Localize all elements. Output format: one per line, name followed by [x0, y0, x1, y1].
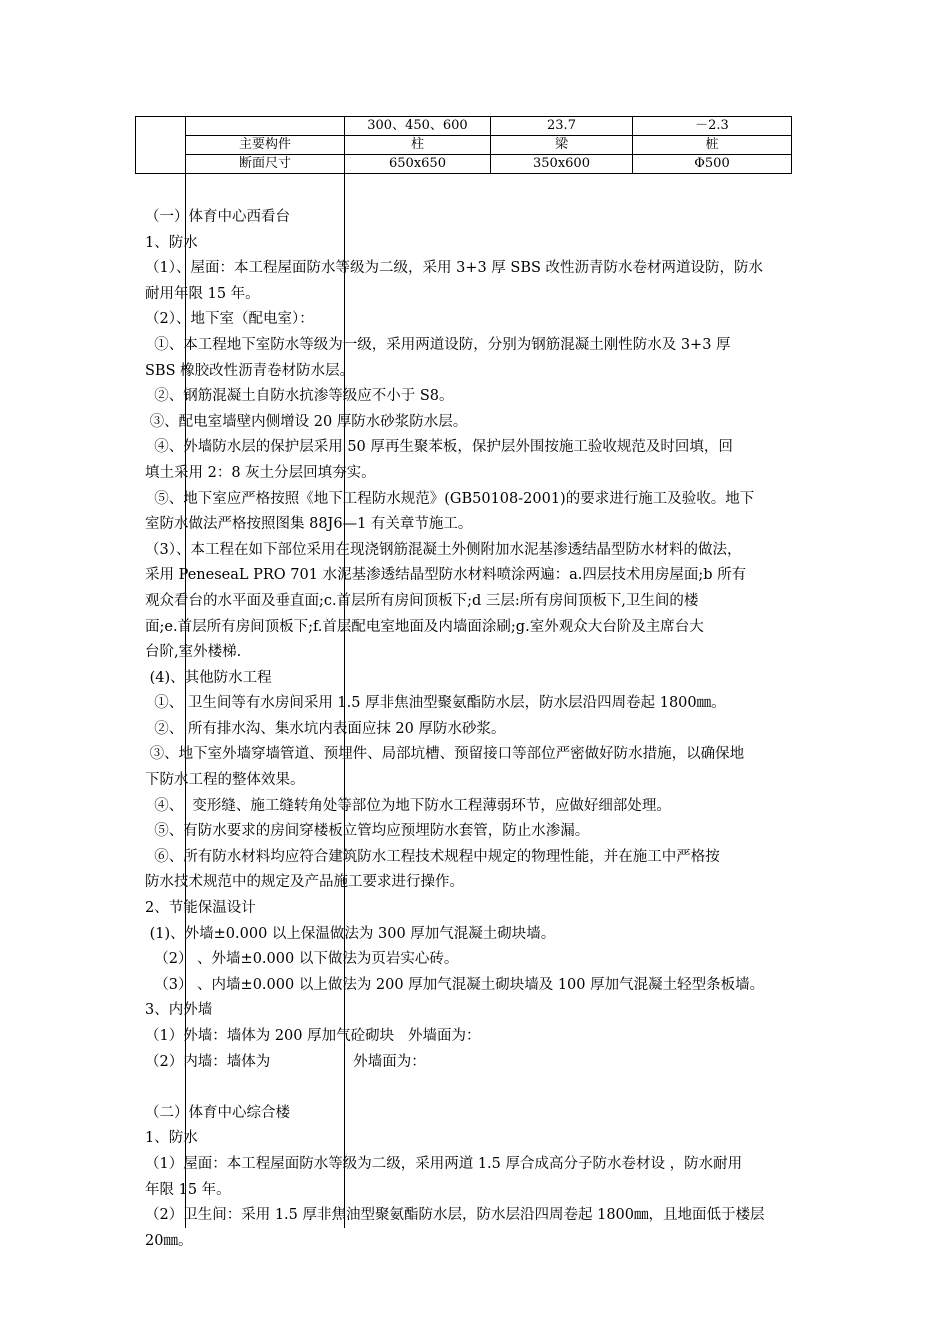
text-line: 采用 PeneseaL PRO 701 水泥基渗透结晶型防水材料喷涂两遍：a.四层技术用房屋面;b 所有	[145, 567, 747, 584]
table-cell: 23.7	[491, 117, 633, 136]
text-line: ②、钢筋混凝土自防水抗渗等级应不小于 S8。	[145, 388, 454, 405]
table-cell: 650x650	[345, 155, 491, 174]
table-cell: 350x600	[491, 155, 633, 174]
table-cell: 主要构件	[186, 136, 345, 155]
section-west-stand	[145, 205, 810, 1075]
table-row	[136, 117, 792, 136]
text-line: ⑤、地下室应严格按照《地下工程防水规范》(GB50108-2001)的要求进行施工及验收。地下	[145, 490, 755, 507]
text-line: (4)、其他防水工程	[145, 669, 272, 686]
text-line: 年限 15 年。	[145, 1181, 231, 1198]
section-size-table	[135, 116, 792, 174]
table-cell: 300、450、600	[345, 117, 491, 136]
table-cell: 断面尺寸	[186, 155, 345, 174]
text-line: ③、配电室墙壁内侧增设 20 厚防水砂浆防水层。	[145, 413, 468, 430]
text-line: 防水技术规范中的规定及产品施工要求进行操作。	[145, 874, 464, 891]
table-row	[136, 155, 792, 174]
text-line: 填土采用 2：8 灰土分层回填夯实。	[145, 464, 376, 481]
text-line: （2）卫生间：采用 1.5 厚非焦油型聚氨酯防水层，防水层沿四周卷起 1800㎜，且地面低于楼层	[145, 1207, 765, 1224]
text-line: （3） 、内墙±0.000 以上做法为 200 厚加气混凝土砌块墙及 100 厚加气混凝土轻型条板墙。	[145, 976, 765, 993]
text-line: 面;e.首层所有房间顶板下;f.首层配电室地面及内墙面涂刷;g.室外观众大台阶及主席台大	[145, 618, 704, 635]
text-line: 20㎜。	[145, 1232, 193, 1249]
text-line: 耐用年限 15 年。	[145, 285, 260, 302]
table-cell: 柱	[345, 136, 491, 155]
section-complex-building	[145, 1101, 810, 1255]
subsection-heading: 2、节能保温设计	[145, 900, 256, 917]
text-line: ②、 所有排水沟、集水坑内表面应抹 20 厚防水砂浆。	[145, 720, 506, 737]
text-line: ⑤、有防水要求的房间穿楼板立管均应预埋防水套管，防止水渗漏。	[145, 823, 590, 840]
text-line: 观众看台的水平面及垂直面;c.首层所有房间顶板下;d 三层:所有房间顶板下,卫生间的楼	[145, 592, 699, 609]
table-cell-blank	[136, 117, 186, 174]
text-line: ④、外墙防水层的保护层采用 50 厚再生聚苯板，保护层外围按施工验收规范及时回填，回	[145, 439, 733, 456]
table-row	[136, 136, 792, 155]
text-line: （2）、地下室（配电室）：	[145, 311, 314, 328]
table-cell: 桩	[633, 136, 792, 155]
document-body	[145, 205, 810, 1254]
text-line: （3）、本工程在如下部位采用在现浇钢筋混凝土外侧附加水泥基渗透结晶型防水材料的做法，	[145, 541, 742, 558]
text-line: （1）外墙：墙体为 200 厚加气砼砌块 外墙面为：	[145, 1028, 481, 1044]
subsection-heading: 3、内外墙	[145, 1002, 213, 1019]
table-cell	[186, 117, 345, 136]
text-line: SBS 橡胶改性沥青卷材防水层。	[145, 362, 355, 379]
text-line: ③、地下室外墙穿墙管道、预埋件、局部坑槽、预留接口等部位严密做好防水措施，以确保地	[145, 746, 745, 763]
text-line: ①、本工程地下室防水等级为一级，采用两道设防，分别为钢筋混凝土刚性防水及 3+3 厚	[145, 336, 731, 353]
section-heading: （一）体育中心西看台	[145, 209, 290, 225]
text-line: (1)、外墙±0.000 以上保温做法为 300 厚加气混凝土砌块墙。	[145, 925, 556, 942]
table-cell: 梁	[491, 136, 633, 155]
text-line: （2）内墙：墙体为 外墙面为：	[145, 1053, 426, 1070]
text-line: 室防水做法严格按照图集 88J6—1 有关章节施工。	[145, 516, 473, 533]
subsection-heading: 1、防水	[145, 234, 198, 251]
text-line: （1）、屋面：本工程屋面防水等级为二级，采用 3+3 厚 SBS 改性沥青防水卷材两道设防，防水	[145, 260, 764, 277]
section-heading: （二）体育中心综合楼	[145, 1104, 290, 1121]
text-line: 下防水工程的整体效果。	[145, 772, 305, 789]
text-line: 台阶,室外楼梯.	[145, 644, 242, 661]
text-line: （2） 、外墙±0.000 以下做法为页岩实心砖。	[145, 951, 459, 968]
table-cell: －2.3	[633, 117, 792, 136]
text-line: ①、 卫生间等有水房间采用 1.5 厚非焦油型聚氨酯防水层，防水层沿四周卷起 1800㎜。	[145, 695, 726, 712]
table-cell: Φ500	[633, 155, 792, 174]
section-gap	[145, 1075, 810, 1101]
subsection-heading: 1、防水	[145, 1130, 198, 1147]
text-line: （1）屋面：本工程屋面防水等级为二级，采用两道 1.5 厚合成高分子防水卷材设 ，防水耐用	[145, 1155, 743, 1172]
text-line: ④、 变形缝、施工缝转角处等部位为地下防水工程薄弱环节，应做好细部处理。	[145, 797, 671, 814]
text-line: ⑥、所有防水材料均应符合建筑防水工程技术规程中规定的物理性能，并在施工中严格按	[145, 848, 720, 865]
